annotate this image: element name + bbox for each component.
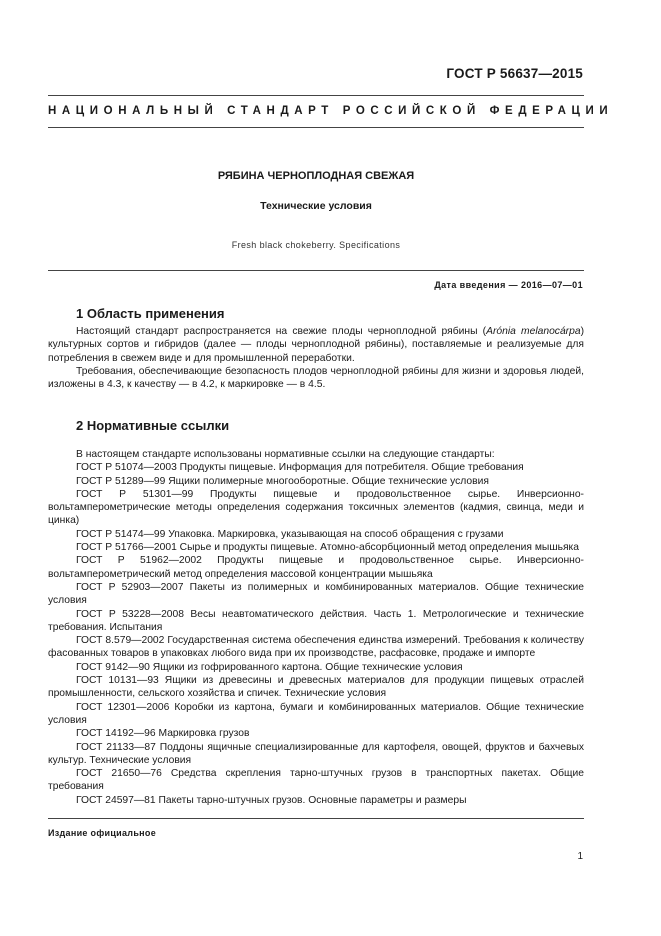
reference-item: ГОСТ Р 51301—99 Продукты пищевые и продовольственное сырье. Инверсионно-вольтамперометрические методы определения содержания токсичных элементов (кадмия, свинца, меди и цинка) [48,488,584,527]
reference-item: ГОСТ Р 51474—99 Упаковка. Маркировка, указывающая на способ обращения с грузами [76,528,504,540]
footer-rule [48,818,584,819]
reference-item: ГОСТ 9142—90 Ящики из гофрированного картона. Общие технические условия [76,661,463,673]
page-number: 1 [577,851,583,862]
national-standard-caption: НАЦИОНАЛЬНЫЙ СТАНДАРТ РОССИЙСКОЙ ФЕДЕРАЦИИ [48,105,614,117]
reference-item: ГОСТ 24597—81 Пакеты тарно-штучных грузов. Основные параметры и размеры [76,794,467,806]
section-1-paragraph-2: Требования, обеспечивающие безопасность плодов черноплодной рябины для жизни и здоровья людей, изложены в 4.3, к качеству — в 4.2, к маркировке — в 4.5. [48,365,584,391]
reference-item: ГОСТ 12301—2006 Коробки из картона, бумаги и комбинированных материалов. Общие технические условия [48,701,584,726]
section-1-paragraph-1: Настоящий стандарт распространяется на свежие плоды черноплодной рябины (Arónia melanocárpa) культурных сортов и гибридов (далее — плоды черноплодной рябины), поставляемые и реализуемые для потребления в свежем виде и для промышленной переработки. [48,326,584,364]
reference-item: ГОСТ Р 51074—2003 Продукты пищевые. Информация для потребителя. Общие требования [76,462,524,474]
document-title: РЯБИНА ЧЕРНОПЛОДНАЯ СВЕЖАЯ [217,170,415,182]
reference-item: ГОСТ 21650—76 Средства скрепления тарно-штучных грузов в транспортных пакетах. Общие требования [48,768,584,793]
reference-item: ГОСТ Р 51289—99 Ящики полимерные многооборотные. Общие технические условия [76,475,489,487]
introduction-date: Дата введения — 2016—07—01 [434,280,583,290]
reference-item: ГОСТ 8.579—2002 Государственная система обеспечения единства измерений. Требования к количеству фасованных товаров в упаковках любого вида при их производстве, расфасовке, продаже и импорте [48,635,584,660]
section-2-body [48,448,584,807]
reference-item: ГОСТ 14192—96 Маркировка грузов [76,728,250,740]
section-2-intro: В настоящем стандарте использованы нормативные ссылки на следующие стандарты: [76,449,495,460]
reference-item: ГОСТ 10131—93 Ящики из древесины и древесных материалов для продукции пищевых отраслей промышленности, сельского хозяйства и спичек. Технические условия [48,675,584,700]
section-2-heading: 2 Нормативные ссылки [76,418,230,433]
reference-item: ГОСТ Р 51766—2001 Сырье и продукты пищевые. Атомно-абсорбционный метод определения мышьяка [76,542,579,554]
top-rule-lower [48,127,584,128]
reference-item: ГОСТ 21133—87 Поддоны ящичные специализированные для картофеля, овощей, фруктов и бахчевых культур. Технические условия [48,741,584,766]
official-edition-note: Издание официальное [48,828,157,838]
reference-item: ГОСТ Р 51962—2002 Продукты пищевые и продовольственное сырье. Инверсионно-вольтамперометрический метод определения массовой концентрации мышьяка [48,555,584,580]
top-rule-upper [48,95,584,96]
latin-name: Arónia melanocárpa [486,326,581,337]
date-rule [48,270,584,271]
standard-number: ГОСТ Р 56637—2015 [446,66,583,81]
reference-item: ГОСТ Р 53228—2008 Весы неавтоматического действия. Часть 1. Метрологические и технические требования. Испытания [48,608,584,633]
section-1-heading: 1 Область применения [76,306,225,321]
english-title: Fresh black chokeberry. Specifications [231,240,401,250]
document-subtitle: Технические условия [260,200,372,212]
section-1-body [48,325,584,391]
reference-item: ГОСТ Р 52903—2007 Пакеты из полимерных и комбинированных материалов. Общие технические условия [48,581,584,607]
